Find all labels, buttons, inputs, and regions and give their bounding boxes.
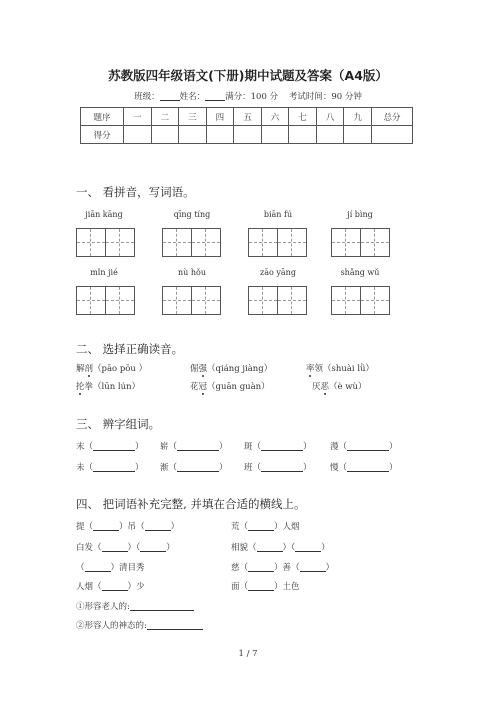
word-group-item[interactable]: 末（ ） xyxy=(76,442,144,452)
page-title: 苏教版四年级语文(下册)期中试题及答案（A4版） xyxy=(108,68,388,83)
pinyin: biān fú xyxy=(263,210,293,219)
tianzige-box[interactable] xyxy=(331,228,390,257)
tianzige-box[interactable] xyxy=(248,228,307,257)
section-3-title: 三、 辨字组词。 xyxy=(76,417,161,431)
tianzige-box[interactable] xyxy=(162,228,221,257)
pinyin: mǐn jié xyxy=(90,268,118,277)
pronunciation-item[interactable]: 抡拳（lūn lún） xyxy=(76,382,141,392)
idiom-item[interactable]: （ ）清目秀 xyxy=(76,563,145,573)
tianzige-box[interactable] xyxy=(76,228,135,257)
pinyin: qīng tíng xyxy=(173,210,211,219)
pinyin: zāo yāng xyxy=(260,268,296,277)
pinyin: nù hǒu xyxy=(178,268,206,277)
tianzige-box[interactable] xyxy=(248,286,307,315)
word-group-item[interactable]: 班（ ） xyxy=(244,463,312,473)
pronunciation-item[interactable]: 厌恶（è wù） xyxy=(312,382,367,392)
idiom-item[interactable]: 慈（ ）善（ ） xyxy=(231,563,335,573)
idiom-item[interactable]: 提（ ）吊（ ） xyxy=(76,522,180,532)
idiom-item[interactable]: 相貌（ ）（ ） xyxy=(231,543,330,553)
pronunciation-item[interactable]: 倔强（qiáng jiàng） xyxy=(190,364,273,374)
exam-info: 班级： 姓名： 满分：100 分 考试时间：90 分钟 xyxy=(134,92,362,102)
pinyin: jiān kāng xyxy=(85,210,123,219)
idiom-item[interactable]: 面（ ）土色 xyxy=(231,582,300,592)
score-table xyxy=(80,107,413,144)
pronunciation-item[interactable]: 花冠（guān guàn） xyxy=(190,382,270,392)
pinyin: shǎng wǔ xyxy=(340,268,380,277)
section-4-title: 四、 把词语补充完整, 并填在合适的横线上。 xyxy=(76,497,306,511)
pinyin: jí bìng xyxy=(347,210,373,219)
tianzige-box[interactable] xyxy=(162,286,221,315)
word-group-item[interactable]: 未（ ） xyxy=(76,463,144,473)
word-group-item[interactable]: 漫（ ） xyxy=(330,442,398,452)
page-number: 1 / 7 xyxy=(238,649,258,659)
score-header-row: 题序 一 二 三 四 五 六 七 八 九 总分 xyxy=(81,108,413,126)
score-value-row: 得分 xyxy=(81,126,413,144)
idiom-item[interactable]: 荒（ ）人烟 xyxy=(231,522,300,532)
word-group-item[interactable]: 慢（ ） xyxy=(330,463,398,473)
name-blank xyxy=(205,91,225,101)
pronunciation-item[interactable]: 解剖（pāo pōu ） xyxy=(76,364,148,374)
idiom-item[interactable]: 人烟（ ）少 xyxy=(76,582,145,592)
section-1-title: 一、 看拼音，写词语。 xyxy=(76,185,195,199)
pronunciation-item[interactable]: 率领（shuài lǜ） xyxy=(306,364,375,374)
section-2-title: 二、 选择正确读音。 xyxy=(76,342,184,356)
class-blank xyxy=(160,91,180,101)
idiom-item[interactable]: 白发（ ）（ ） xyxy=(76,543,175,553)
word-group-item[interactable]: 渐（ ） xyxy=(160,463,228,473)
fill-question-2[interactable]: ②形容人的神态的: xyxy=(76,619,203,631)
fill-question-1[interactable]: ①形容老人的: xyxy=(76,600,194,612)
tianzige-box[interactable] xyxy=(76,286,135,315)
word-group-item[interactable]: 崭（ ） xyxy=(160,442,228,452)
word-group-item[interactable]: 斑（ ） xyxy=(244,442,312,452)
tianzige-box[interactable] xyxy=(331,286,390,315)
